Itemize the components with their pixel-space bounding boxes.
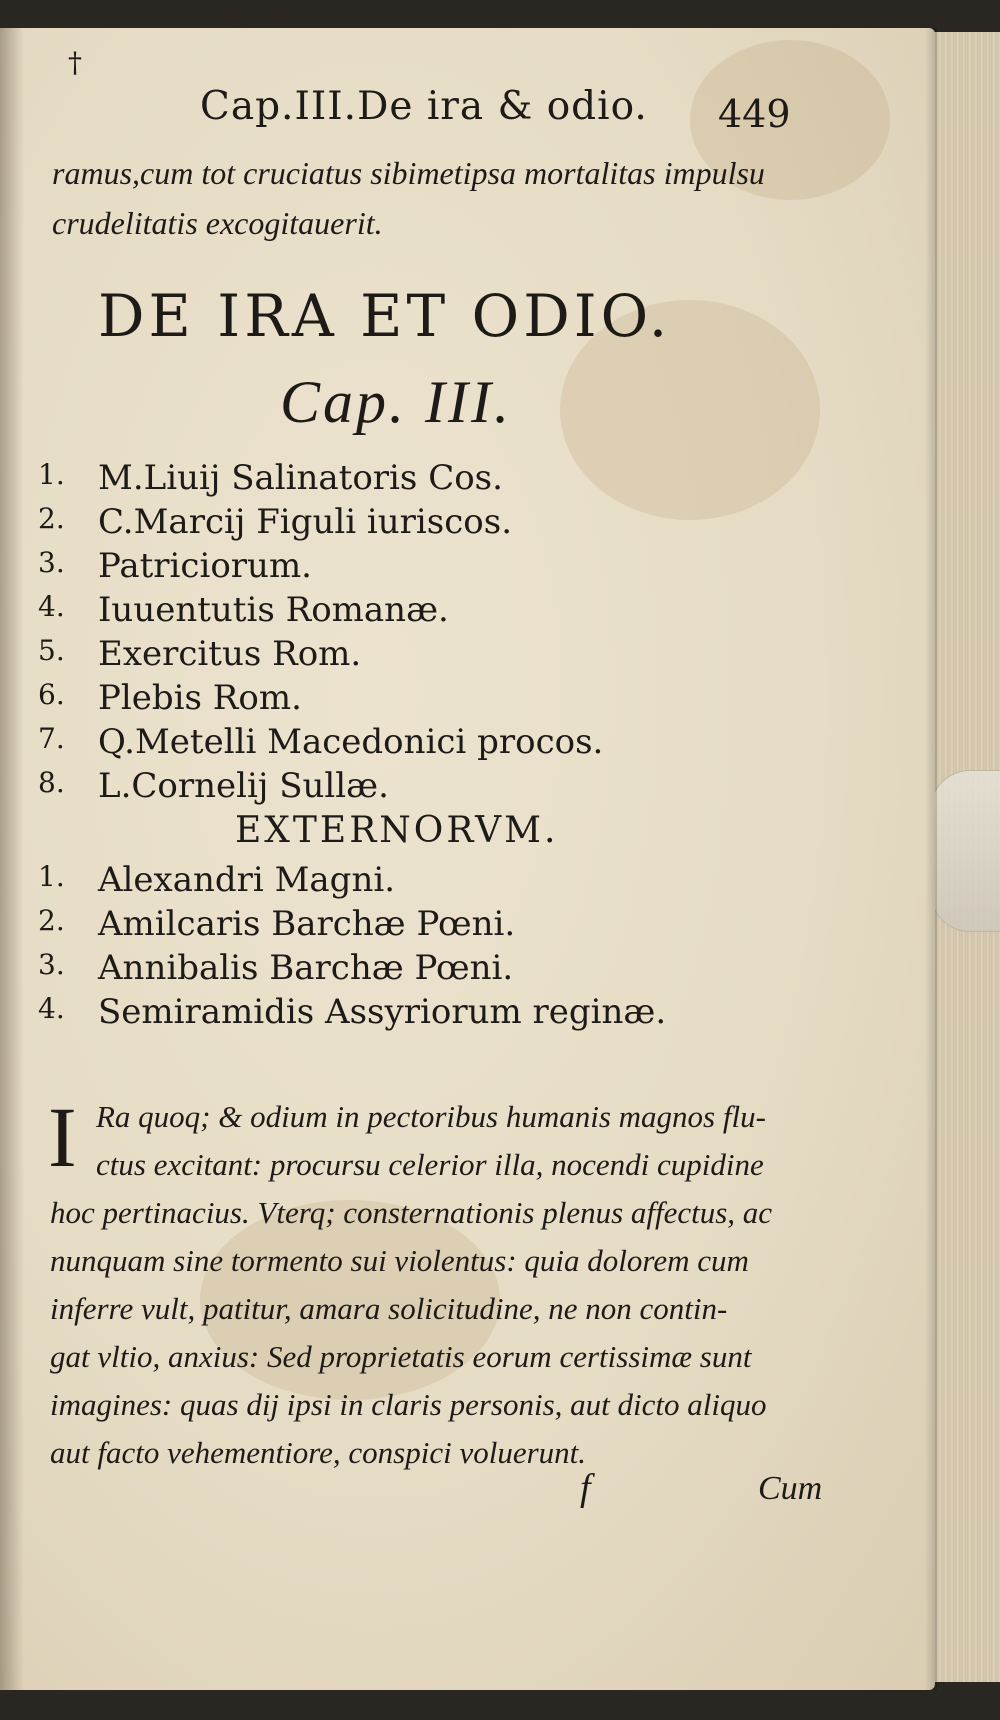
list-item bbox=[38, 458, 858, 502]
page-number: 449 bbox=[718, 92, 791, 136]
item-number: 2. bbox=[38, 904, 65, 937]
externorum-heading: EXTERNORVM. bbox=[235, 810, 559, 851]
list-item bbox=[38, 590, 858, 634]
chapter-number: Cap. III. bbox=[280, 369, 512, 435]
item-number: 4. bbox=[38, 590, 65, 623]
list-item bbox=[38, 766, 858, 810]
list-item bbox=[38, 860, 858, 904]
item-number: 7. bbox=[38, 722, 65, 755]
list-item bbox=[38, 678, 858, 722]
list-item bbox=[38, 502, 858, 546]
drop-cap: I bbox=[48, 1089, 77, 1185]
running-head: Cap.III.De ira & odio. bbox=[200, 84, 648, 129]
item-text: Plebis Rom. bbox=[98, 678, 302, 718]
item-number: 8. bbox=[38, 766, 65, 799]
list-item bbox=[38, 546, 858, 590]
item-text: Exercitus Rom. bbox=[98, 634, 362, 674]
item-text: M.Liuij Salinatoris Cos. bbox=[98, 458, 503, 498]
text-line: Ra quoq; & odium in pectoribus humanis magnos flu- bbox=[96, 1099, 766, 1134]
item-number: 1. bbox=[38, 458, 65, 491]
signature-mark: f bbox=[580, 1467, 591, 1509]
item-text: Alexandri Magni. bbox=[98, 860, 396, 900]
chapter-title: DE IRA ET ODIO. bbox=[98, 282, 672, 350]
printer-mark: † bbox=[68, 46, 82, 79]
carryover-line: crudelitatis excogitauerit. bbox=[52, 205, 383, 241]
list-item bbox=[38, 904, 858, 948]
item-number: 3. bbox=[38, 948, 65, 981]
item-number: 1. bbox=[38, 860, 65, 893]
text-line: nunquam sine tormento sui violentus: quia dolorem cum bbox=[50, 1243, 749, 1278]
item-number: 4. bbox=[38, 992, 65, 1025]
item-text: Iuuentutis Romanæ. bbox=[98, 590, 449, 630]
list-item bbox=[38, 722, 858, 766]
item-text: Semiramidis Assyriorum reginæ. bbox=[98, 992, 667, 1032]
text-line: inferre vult, patitur, amara solicitudine, ne non contin- bbox=[50, 1291, 728, 1326]
text-line: gat vltio, anxius: Sed proprietatis eorum certissimæ sunt bbox=[50, 1339, 752, 1374]
item-text: L.Cornelij Sullæ. bbox=[98, 766, 389, 806]
item-number: 5. bbox=[38, 634, 65, 667]
list-item bbox=[38, 948, 858, 992]
page-clip bbox=[930, 770, 1000, 932]
item-text: Patriciorum. bbox=[98, 546, 312, 586]
text-line: ctus excitant: procursu celerior illa, nocendi cupidine bbox=[96, 1147, 764, 1182]
item-number: 6. bbox=[38, 678, 65, 711]
item-number: 3. bbox=[38, 546, 65, 579]
text-line: imagines: quas dij ipsi in claris personis, aut dicto aliquo bbox=[50, 1387, 767, 1422]
page-edge-shadow bbox=[925, 28, 937, 1690]
catchword: Cum bbox=[758, 1470, 823, 1507]
item-number: 2. bbox=[38, 502, 65, 535]
gutter-shadow bbox=[0, 28, 24, 1690]
item-text: C.Marcij Figuli iuriscos. bbox=[98, 502, 513, 542]
body-paragraph bbox=[48, 1089, 840, 1477]
item-text: Annibalis Barchæ Pœni. bbox=[98, 948, 514, 988]
list-item bbox=[38, 634, 858, 678]
item-text: Amilcaris Barchæ Pœni. bbox=[98, 904, 516, 944]
item-text: Q.Metelli Macedonici procos. bbox=[98, 722, 604, 762]
chapter-contents bbox=[38, 458, 858, 1036]
carryover-line: ramus,cum tot cruciatus sibimetipsa mortalitas impulsu bbox=[52, 155, 765, 191]
text-line: hoc pertinacius. Vterq; consternationis plenus affectus, ac bbox=[50, 1195, 773, 1230]
list-item bbox=[38, 992, 858, 1036]
text-line: aut facto vehementiore, conspici voluerunt. bbox=[50, 1435, 587, 1470]
